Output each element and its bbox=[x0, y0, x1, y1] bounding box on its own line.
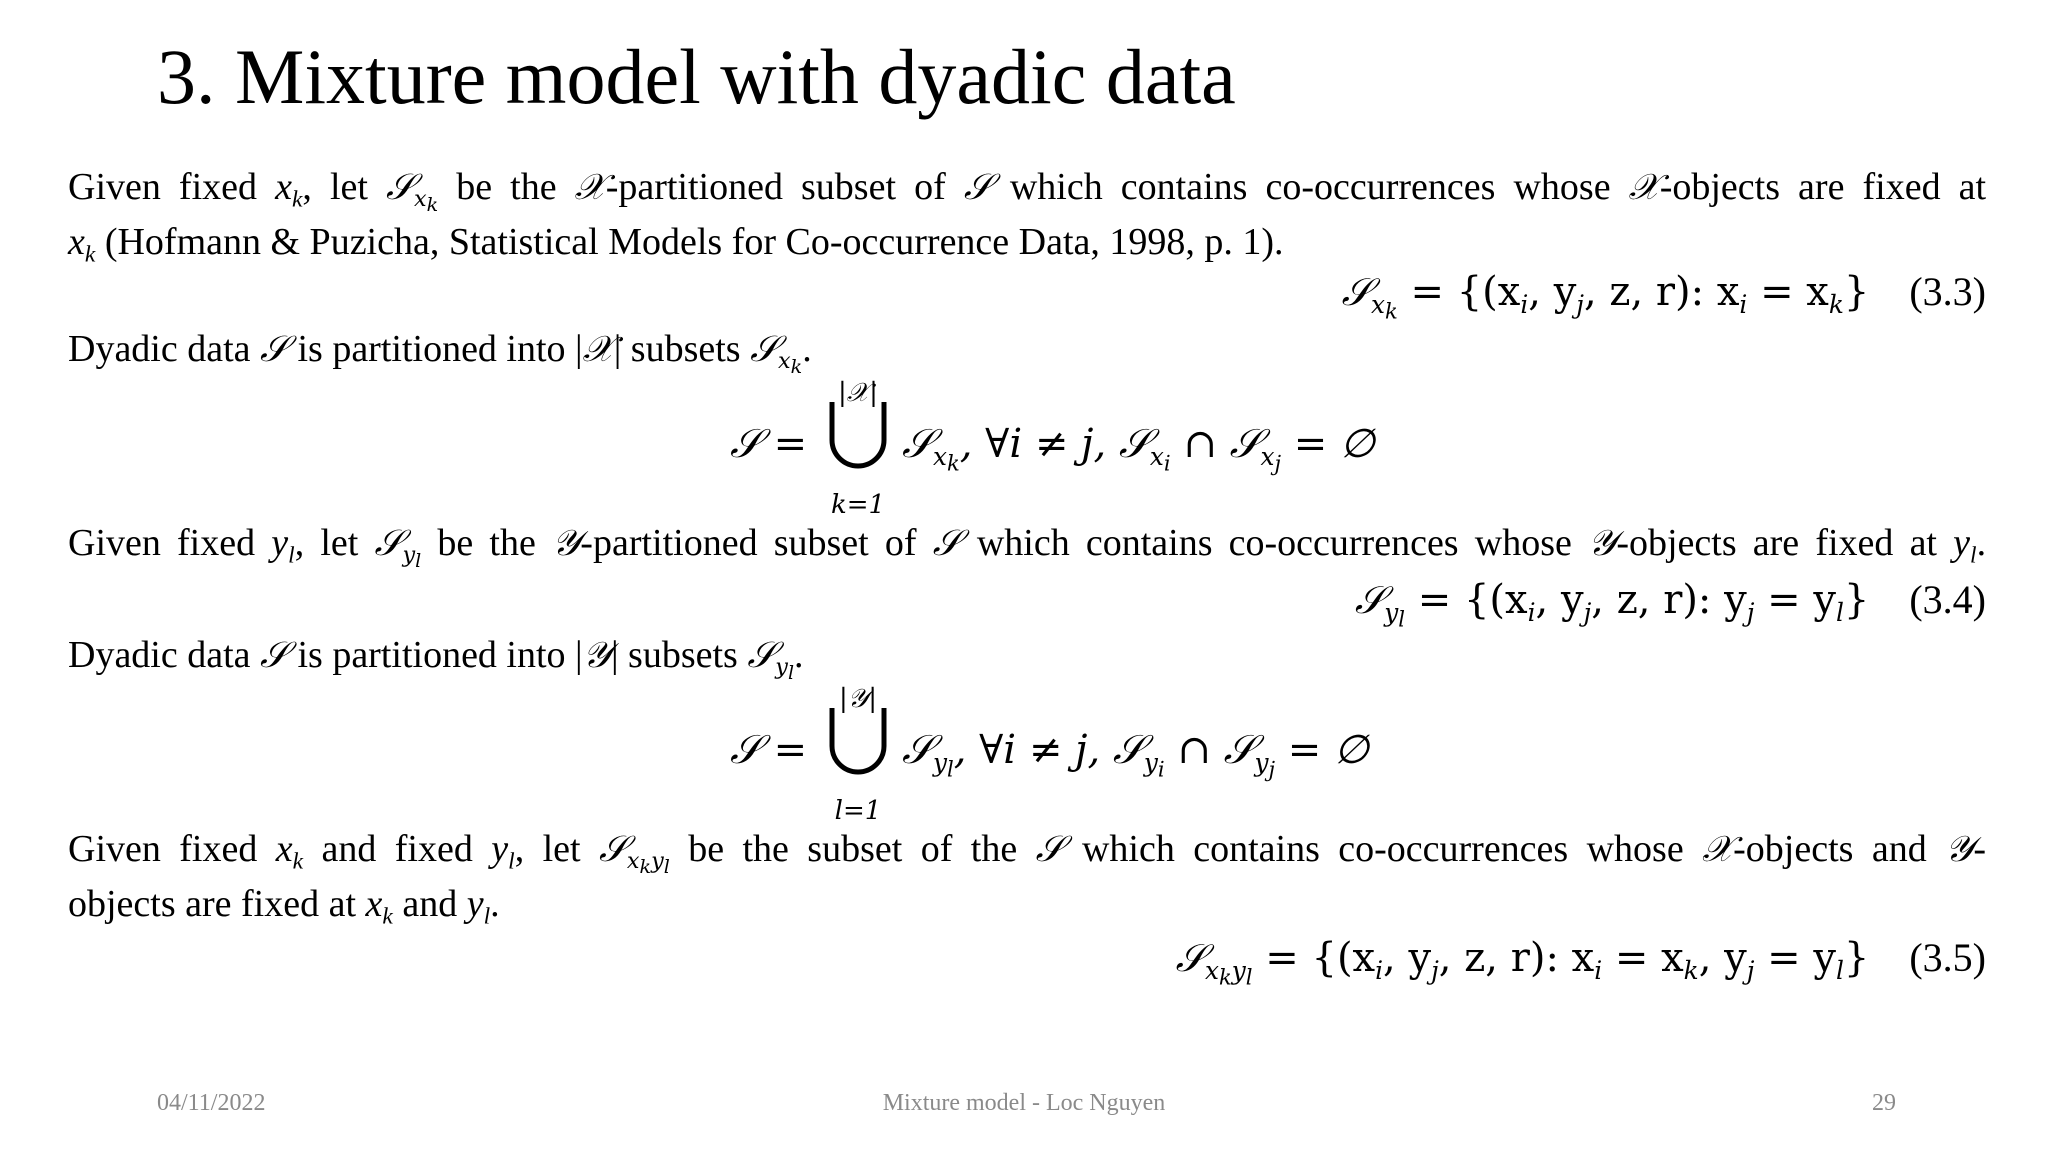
footer-date: 04/11/2022 bbox=[157, 1090, 266, 1116]
union-equation-2: 𝒮 = |𝒴| l=1 𝒮$_{y_l}$, ∀i ≠ j, 𝒮$_{y_i}$ ∩ 𝒮$_{y_j}$ = ∅ bbox=[730, 684, 1369, 826]
paragraph-5-line-1: Given fixed $x_k$ and fixed $y_l$, let 𝒮$_{x_ky_l}$ be the subset of the 𝒮 which contains co-occurrences whose 𝒳-objects and 𝒴- bbox=[68, 828, 1987, 878]
paragraph-1-line-1: Given fixed $x_k$, let 𝒮$_{x_k}$ be the 𝒳-partitioned subset of 𝒮 which contains co-occurrences whose 𝒳-objects are fixed at bbox=[68, 166, 1987, 216]
equation-3-3: 𝒮$_{x_k}$ = {($x_i$, $y_j$, z, r): $x_i = x_k$} (3.3) bbox=[1341, 269, 1986, 324]
equation-3-5: 𝒮$_{x_ky_l}$ = {($x_i$, $y_j$, z, r): $x_i = x_k$, $y_j = y_l$} (3.5) bbox=[1175, 935, 1986, 990]
slide-title: 3. Mixture model with dyadic data bbox=[157, 33, 1236, 120]
footer-title: Mixture model - Loc Nguyen bbox=[882, 1090, 1166, 1116]
big-union-symbol bbox=[822, 708, 894, 778]
paragraph-1 bbox=[68, 160, 1986, 270]
equation-number: (3.4) bbox=[1909, 577, 1986, 622]
paragraph-1-line-2: $x_k$ (Hofmann & Puzicha, Statistical Models for Co-occurrence Data, 1998, p. 1). bbox=[68, 221, 1284, 268]
paragraph-3: Given fixed $y_l$, let 𝒮$_{y_l}$ be the 𝒴-partitioned subset of 𝒮 which contains co-occurrences whose 𝒴-objects are fixed at $y_l$. bbox=[68, 522, 1987, 572]
footer-page-number: 29 bbox=[1872, 1090, 1896, 1116]
equation-number: (3.3) bbox=[1909, 269, 1986, 314]
paragraph-5 bbox=[68, 822, 1986, 932]
union-equation-1: 𝒮 = |𝒳| k=1 𝒮$_{x_k}$, ∀i ≠ j, 𝒮$_{x_i}$ ∩ 𝒮$_{x_j}$ = ∅ bbox=[730, 378, 1375, 520]
paragraph-2: Dyadic data 𝒮 is partitioned into |𝒳| subsets 𝒮$_{x_k}$. bbox=[68, 328, 812, 378]
paragraph-4: Dyadic data 𝒮 is partitioned into |𝒴| subsets 𝒮$_{y_l}$. bbox=[68, 634, 804, 684]
equation-number: (3.5) bbox=[1909, 935, 1986, 980]
big-union-symbol bbox=[822, 402, 894, 472]
paragraph-5-line-2: objects are fixed at $x_k$ and $y_l$. bbox=[68, 883, 500, 930]
equation-3-4: 𝒮$_{y_l}$ = {($x_i$, $y_j$, z, r): $y_j = y_l$} (3.4) bbox=[1354, 577, 1986, 632]
